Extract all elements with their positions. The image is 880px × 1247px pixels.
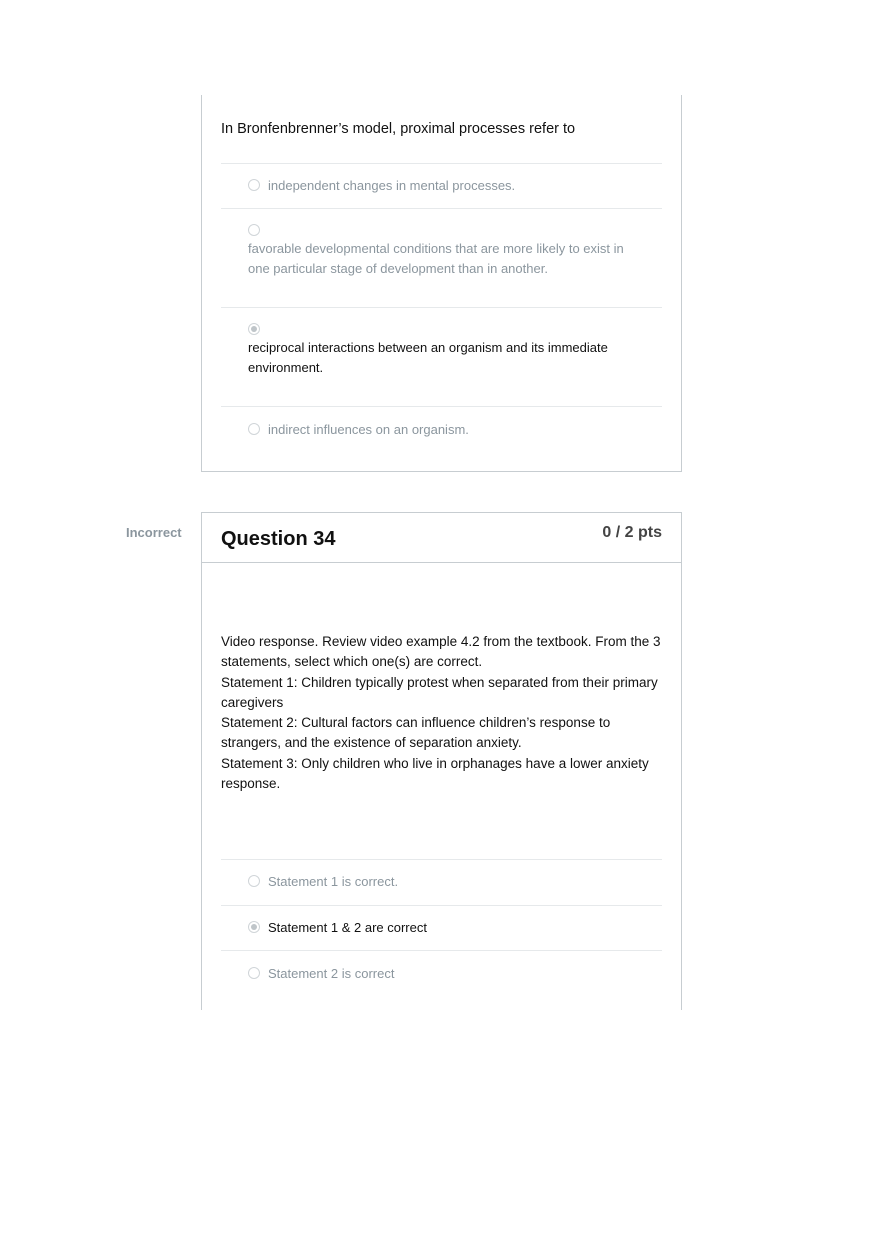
radio-button[interactable] <box>248 224 260 236</box>
radio-button[interactable] <box>248 179 260 191</box>
answer-divider <box>221 163 662 164</box>
prompt-line: Statement 2: Cultural factors can influence children’s response to strangers, and the existence of separation anxiety. <box>221 715 611 751</box>
radio-button-selected[interactable] <box>248 921 260 933</box>
answer-option-1[interactable] <box>248 872 645 892</box>
answer-divider <box>221 406 662 407</box>
radio-button[interactable] <box>248 423 260 435</box>
answer-text: independent changes in mental processes. <box>268 178 516 193</box>
answer-option-3[interactable] <box>248 964 645 984</box>
answer-divider <box>221 208 662 209</box>
question-33-prompt: In Bronfenbrenner’s model, proximal processes refer to <box>221 121 576 137</box>
answer-text: Statement 2 is correct <box>268 966 395 981</box>
question-34-prompt <box>221 632 663 794</box>
answer-option-2[interactable] <box>248 224 645 278</box>
question-header <box>202 513 681 563</box>
answer-status-label: Incorrect <box>126 525 182 540</box>
answer-text: Statement 1 is correct. <box>268 874 399 889</box>
answer-text: favorable developmental conditions that are more likely to exist in one particular stage of development than in another. <box>248 241 624 276</box>
question-34-card <box>201 512 682 1010</box>
answer-divider <box>221 307 662 308</box>
prompt-line: Statement 1: Children typically protest when separated from their primary caregivers <box>221 674 658 710</box>
answer-text: reciprocal interactions between an organism and its immediate environment. <box>248 340 608 375</box>
prompt-line: Video response. Review video example 4.2 from the textbook. From the 3 statements, select which one(s) are correct. <box>221 634 661 670</box>
question-points: 0 / 2 pts <box>602 524 662 541</box>
answer-divider <box>221 859 662 860</box>
answer-text: Statement 1 & 2 are correct <box>268 920 427 935</box>
question-33-card <box>201 95 682 472</box>
answer-option-2[interactable] <box>248 918 645 938</box>
answer-divider <box>221 950 662 951</box>
answer-option-4[interactable] <box>248 420 645 440</box>
answer-option-3[interactable] <box>248 323 645 377</box>
answer-divider <box>221 905 662 906</box>
answer-option-1[interactable] <box>248 176 645 196</box>
radio-button[interactable] <box>248 875 260 887</box>
question-title: Question 34 <box>221 528 336 550</box>
prompt-line: Statement 3: Only children who live in orphanages have a lower anxiety response. <box>221 755 649 792</box>
radio-button[interactable] <box>248 967 260 979</box>
answer-text: indirect influences on an organism. <box>268 422 469 437</box>
radio-button-selected[interactable] <box>248 323 260 335</box>
